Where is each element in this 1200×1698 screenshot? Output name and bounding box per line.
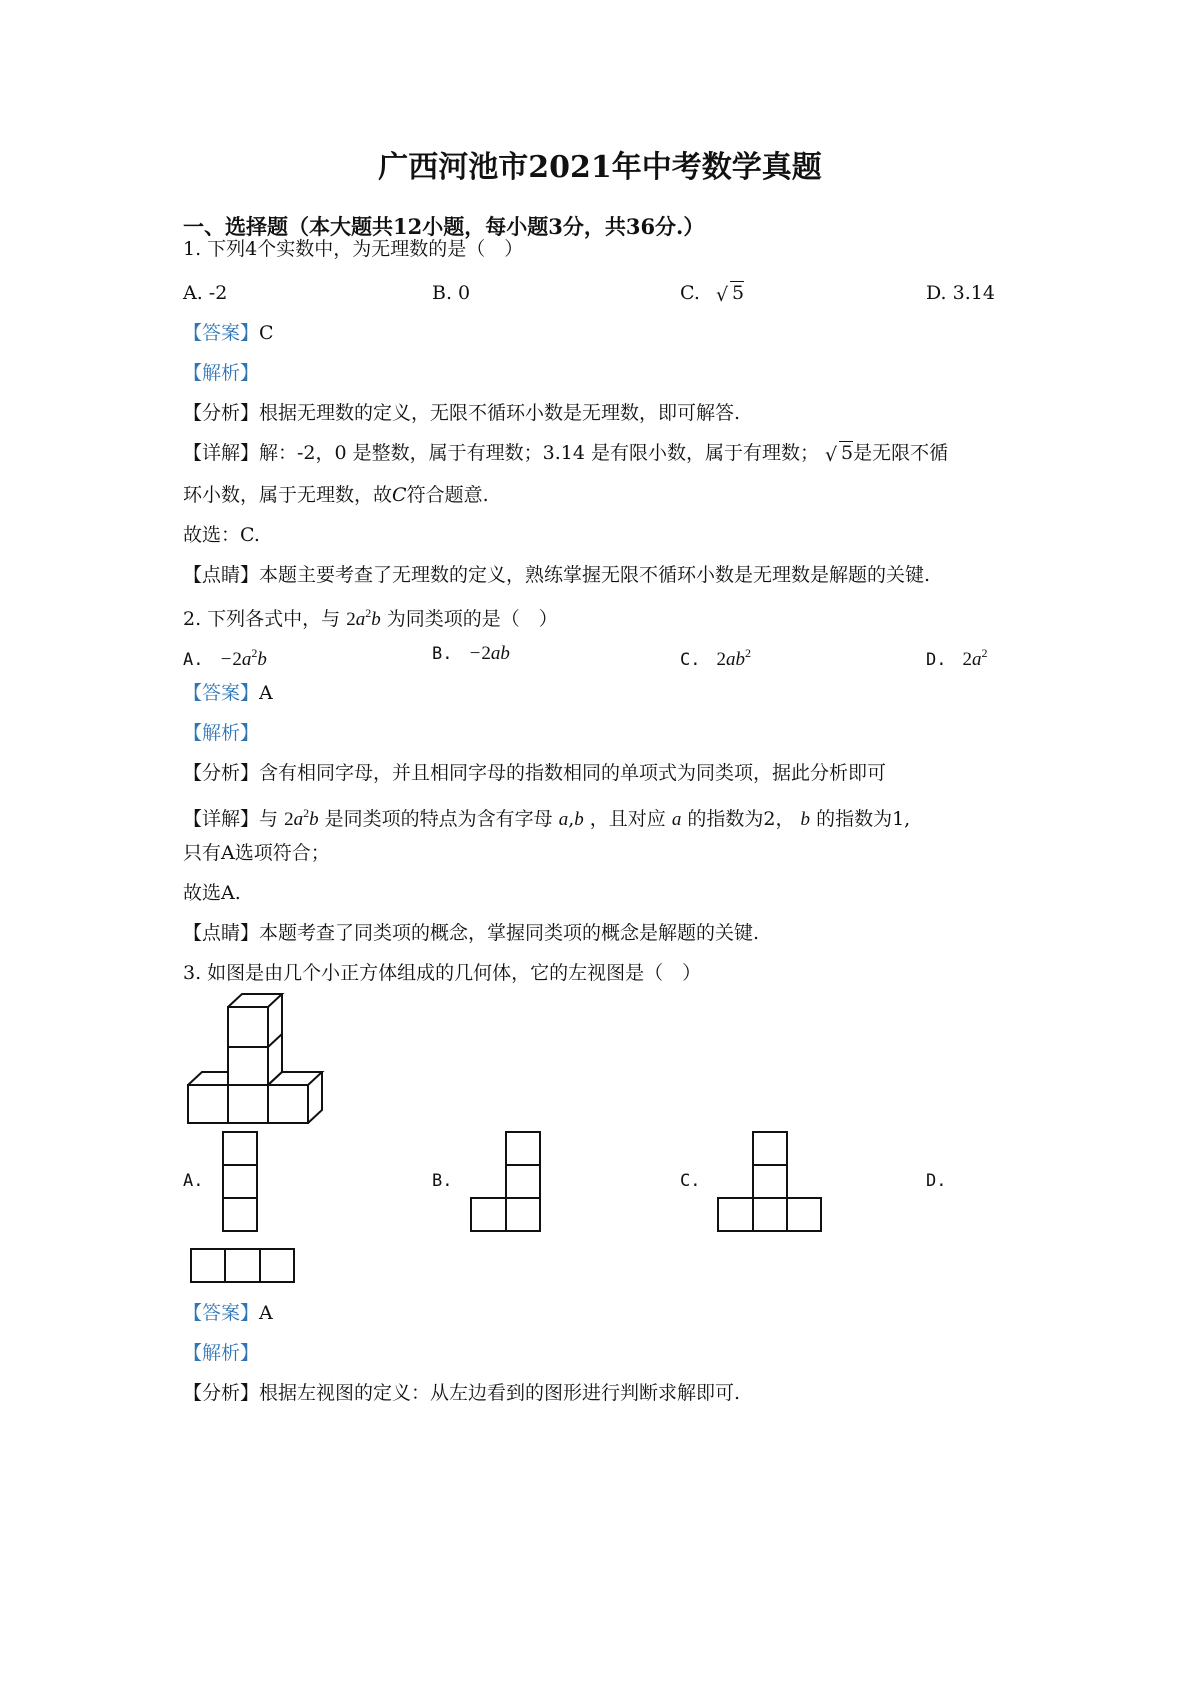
q3-solid-figure — [188, 992, 328, 1117]
answer-label: 【答案】 — [183, 682, 260, 704]
fenxi-label: 【分析】 — [183, 1382, 260, 1404]
q2-detail-text-a: 与 — [259, 808, 279, 830]
q1-option-c — [680, 280, 744, 306]
q1-detail-line1 — [183, 440, 948, 466]
q1-answer — [183, 320, 274, 346]
answer-label: 【答案】 — [183, 322, 260, 344]
q1-detail-radicand: 5 — [841, 442, 854, 464]
q1-detail-text-b: 是无限不循 — [853, 442, 949, 464]
q2-comment — [183, 920, 759, 946]
q1-detail-text-d: 符合题意. — [406, 484, 489, 506]
q3-stem: 3. 如图是由几个小正方体组成的几何体，它的左视图是（ ） — [183, 962, 702, 984]
q2-analysis — [183, 760, 886, 786]
q3-option-a: A. — [183, 1171, 204, 1191]
q1-jiexi — [183, 360, 259, 386]
q2-option-c-label: C. — [680, 650, 701, 670]
q2-detail-text-b: 是同类项的特点为含有字母 — [324, 808, 553, 830]
q3-option-d-figure — [190, 1248, 296, 1284]
q3-answer-value: A — [259, 1302, 273, 1324]
q2-jiexi — [183, 720, 259, 746]
q1-choose: 故选：C. — [183, 524, 260, 546]
q2-option-b: B. −2ab — [432, 643, 510, 664]
q1-comment-text: 本题主要考查了无理数的定义，熟练掌握无限不循环小数是无理数是解题的关键. — [259, 564, 931, 586]
q3-option-d: D. — [926, 1171, 947, 1191]
q1-detail-line2 — [183, 482, 489, 508]
q3-analysis — [183, 1380, 740, 1406]
jiexi-label: 【解析】 — [183, 1342, 260, 1364]
q2-choose: 故选A. — [183, 882, 241, 904]
q2-option-d-label: D. — [926, 650, 947, 670]
q1-option-b: B. 0 — [432, 282, 471, 304]
q3-option-c: C. — [680, 1171, 701, 1191]
q2-answer — [183, 680, 273, 706]
q2-detail-text-c: ，且对应 — [589, 808, 666, 830]
q2-detail-text-e: 的指数为1, — [816, 808, 911, 830]
sqrt-symbol: √ 5 — [825, 442, 854, 466]
q2-detail-line1: 【详解】与 $2a^2b$ 是同类项的特点为含有字母 a,b ，且对应 a 的指数为2， b 的指数为1, — [183, 806, 911, 830]
jiexi-label: 【解析】 — [183, 722, 260, 744]
q1-detail-text-c: 环小数，属于无理数，故 — [183, 484, 393, 506]
q1-comment — [183, 562, 930, 588]
q1-option-a: A. -2 — [183, 282, 228, 304]
q2-detail-line2: 只有A选项符合； — [183, 842, 330, 864]
fenxi-label: 【分析】 — [183, 402, 260, 424]
q1-stem: 1. 下列4个实数中，为无理数的是（ ） — [183, 238, 524, 260]
answer-label: 【答案】 — [183, 1302, 260, 1324]
q2-option-c: C. $2ab^2$ — [680, 646, 752, 670]
q2-stem — [183, 600, 558, 633]
dianjing-label: 【点睛】 — [183, 922, 260, 944]
q3-analysis-text: 根据左视图的定义：从左边看到的图形进行判断求解即可. — [259, 1382, 741, 1404]
q2-option-a: A. $-2a^2b$ — [183, 646, 267, 670]
q3-option-b: B. — [432, 1171, 453, 1191]
dianjing-label: 【点睛】 — [183, 564, 260, 586]
q1-answer-value: C — [259, 322, 274, 344]
q3-option-c-figure — [717, 1131, 823, 1233]
q2-option-b-label: B. — [432, 644, 453, 664]
q2-stem-expression: $2a^2b$ — [346, 606, 381, 630]
q2-option-a-label: A. — [183, 650, 204, 670]
q1-analysis-text: 根据无理数的定义，无限不循环小数是无理数，即可解答. — [259, 402, 741, 424]
q3-option-a-figure — [222, 1131, 258, 1233]
q1-option-c-radicand: 5 — [731, 282, 745, 304]
q2-comment-text: 本题考查了同类项的概念，掌握同类项的概念是解题的关键. — [259, 922, 760, 944]
fenxi-label: 【分析】 — [183, 762, 260, 784]
q2-detail-text-d: 的指数为2， — [687, 808, 795, 830]
page-title: 广西河池市2021年中考数学真题 — [378, 150, 822, 185]
q2-option-d: D. $2a^2$ — [926, 646, 988, 670]
q3-jiexi — [183, 1340, 259, 1366]
jiexi-label: 【解析】 — [183, 362, 260, 384]
q1-detail-letter: C — [392, 484, 407, 506]
q2-stem-text-a: 2. 下列各式中，与 — [183, 608, 341, 630]
q1-option-d: D. 3.14 — [926, 282, 995, 304]
q2-analysis-text: 含有相同字母，并且相同字母的指数相同的单项式为同类项，据此分析即可 — [259, 762, 887, 784]
sqrt-symbol: √ 5 — [715, 282, 745, 306]
section-heading: 一、选择题（本大题共12小题，每小题3分，共36分.） — [183, 214, 705, 239]
xiangjie-label: 【详解】 — [183, 442, 260, 464]
q2-answer-value: A — [259, 682, 273, 704]
xiangjie-label: 【详解】 — [183, 808, 260, 830]
q1-option-c-label: C. — [680, 282, 700, 304]
q3-answer — [183, 1300, 273, 1326]
q2-stem-text-b: 为同类项的是（ ） — [386, 608, 558, 630]
q3-option-b-figure — [470, 1131, 542, 1233]
q1-detail-text-a: 解：-2，0 是整数，属于有理数；3.14 是有限小数，属于有理数； — [259, 442, 819, 464]
q1-analysis — [183, 400, 740, 426]
